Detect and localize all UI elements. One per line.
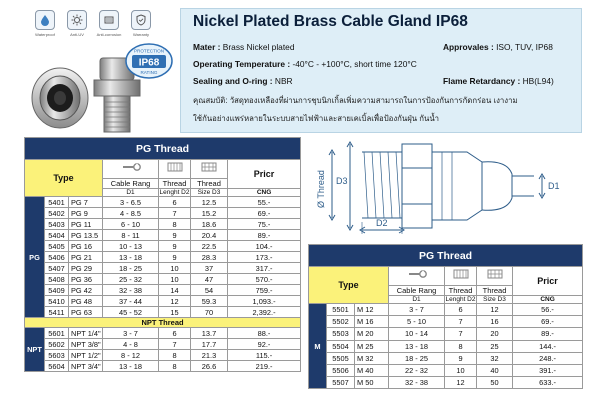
cell-price: 69.- xyxy=(513,316,583,328)
cell-cable-range: 25 - 32 xyxy=(103,274,159,285)
cell-product-code: 5501 xyxy=(327,304,355,316)
sealing-label: Sealing and O-ring : xyxy=(193,76,275,86)
cell-thread-size: PG 9 xyxy=(69,208,103,219)
cable-range-subheader: D1 xyxy=(103,189,159,197)
cell-thread-length: 12 xyxy=(159,296,191,307)
cell-cable-range: 6 - 10 xyxy=(103,219,159,230)
table-row xyxy=(25,350,301,361)
npt-subtitle: NPT Thread xyxy=(25,318,301,328)
thread-length-subheader: Lenght D2 xyxy=(445,296,476,303)
m-price-header: Pricr xyxy=(513,267,583,296)
cell-thread-diameter: 20 xyxy=(477,328,513,340)
thread-length-icon xyxy=(159,160,191,179)
thread-size-header: Thread xyxy=(191,179,228,189)
table-row xyxy=(309,352,583,364)
cell-product-code: 5403 xyxy=(45,219,69,230)
feature-label: Anti-UV xyxy=(70,32,84,37)
sealing-line xyxy=(193,76,293,86)
cell-thread-diameter: 20.4 xyxy=(191,230,228,241)
material-value: Brass Nickel plated xyxy=(222,42,295,52)
material-line xyxy=(193,42,294,52)
cell-thread-diameter: 18.6 xyxy=(191,219,228,230)
table-row xyxy=(25,285,301,296)
cell-thread-length: 8 xyxy=(159,361,191,372)
cell-product-code: 5405 xyxy=(45,241,69,252)
row-group-label: M xyxy=(309,304,327,389)
cell-product-code: 5404 xyxy=(45,230,69,241)
approvals-value: ISO, TUV, IP68 xyxy=(496,42,553,52)
cell-product-code: 5407 xyxy=(45,263,69,274)
thread-size-icon xyxy=(477,267,513,286)
cell-product-code: 5504 xyxy=(327,340,355,352)
cable-range-header: Cable Rang xyxy=(389,286,445,296)
cell-thread-length: 12 xyxy=(445,377,477,389)
cell-product-code: 5408 xyxy=(45,274,69,285)
thread-size-subheader: Size D3 xyxy=(191,189,228,197)
cell-thread-size: M 25 xyxy=(355,340,389,352)
cell-thread-length: 6 xyxy=(159,197,191,208)
cell-thread-diameter: 12.5 xyxy=(191,197,228,208)
cell-product-code: 5503 xyxy=(327,328,355,340)
cell-product-code: 5402 xyxy=(45,208,69,219)
d1-label: D1 xyxy=(548,181,560,191)
cell-cable-range: 18 - 25 xyxy=(103,263,159,274)
cell-cable-range: 32 - 38 xyxy=(389,377,445,389)
cell-cable-range: 13 - 18 xyxy=(103,252,159,263)
cell-product-code: 5409 xyxy=(45,285,69,296)
cell-thread-diameter: 47 xyxy=(191,274,228,285)
cell-thread-diameter: 17.7 xyxy=(191,339,228,350)
d2-label: D2 xyxy=(376,218,388,228)
cell-price: 89.- xyxy=(513,328,583,340)
m-price-currency: CNG xyxy=(513,296,583,304)
row-group-label: NPT xyxy=(25,328,45,372)
ip68-badge xyxy=(124,42,174,80)
cell-thread-size: PG 36 xyxy=(69,274,103,285)
m-thread-table xyxy=(308,244,583,389)
feature-anti-uv xyxy=(64,10,90,37)
pg-table-title: PG Thread xyxy=(25,138,301,160)
thread-size-subheader: Size D3 xyxy=(477,296,513,304)
table-row xyxy=(309,316,583,328)
cell-thread-diameter: 37 xyxy=(191,263,228,274)
cell-product-code: 5603 xyxy=(45,350,69,361)
cell-price: 173.- xyxy=(228,252,301,263)
table-row xyxy=(25,339,301,350)
cell-thread-length: 10 xyxy=(159,263,191,274)
cell-thread-diameter: 15.2 xyxy=(191,208,228,219)
table-row xyxy=(309,364,583,376)
feature-anti-corrosion xyxy=(96,10,122,37)
cell-price: 104.- xyxy=(228,241,301,252)
pg-price-header: Pricr xyxy=(228,160,301,189)
cell-product-code: 5410 xyxy=(45,296,69,307)
table-row xyxy=(25,296,301,307)
table-row xyxy=(25,230,301,241)
pg-price-currency: CNG xyxy=(228,189,301,197)
cell-thread-length: 7 xyxy=(445,328,477,340)
m-type-header: Type xyxy=(309,267,389,304)
flame-value: HB(L94) xyxy=(522,76,554,86)
thread-length-subheader: Lenght D2 xyxy=(159,189,190,196)
cell-thread-length: 9 xyxy=(159,230,191,241)
cell-cable-range: 4 - 8 xyxy=(103,339,159,350)
table-row xyxy=(25,361,301,372)
feature-label: Warranty xyxy=(132,32,150,37)
cell-thread-size: M 16 xyxy=(355,316,389,328)
feature-icons xyxy=(32,10,154,37)
cell-price: 317.- xyxy=(228,263,301,274)
cell-price: 115.- xyxy=(228,350,301,361)
cell-product-code: 5601 xyxy=(45,328,69,339)
table-row xyxy=(25,197,301,208)
cell-cable-range: 8 - 12 xyxy=(103,350,159,361)
cell-product-code: 5602 xyxy=(45,339,69,350)
cell-thread-size: M 50 xyxy=(355,377,389,389)
cell-price: 633.- xyxy=(513,377,583,389)
cell-thread-length: 15 xyxy=(159,307,191,318)
table-row xyxy=(25,307,301,318)
cell-thread-size: M 20 xyxy=(355,328,389,340)
temperature-label: Operating Temperature : xyxy=(193,59,293,69)
cell-price: 92.- xyxy=(228,339,301,350)
description-line-2: ใช้กันอย่างแพร่หลายในระบบสายไฟฟ้าและสายเคเบิ้ลเพื่อป้องกันฝุ่น กันน้ำ xyxy=(193,114,440,123)
cell-thread-size: PG 48 xyxy=(69,296,103,307)
cell-cable-range: 37 - 44 xyxy=(103,296,159,307)
cell-thread-size: PG 29 xyxy=(69,263,103,274)
material-label: Mater : xyxy=(193,42,223,52)
cell-price: 75.- xyxy=(228,219,301,230)
cable-range-header: Cable Rang xyxy=(103,179,159,189)
cell-cable-range: 3 - 7 xyxy=(389,304,445,316)
spec-info-panel xyxy=(180,8,582,133)
cell-thread-size: PG 11 xyxy=(69,219,103,230)
dimension-drawing xyxy=(302,138,577,238)
anti-corrosion-icon xyxy=(99,10,119,30)
cell-cable-range: 18 - 25 xyxy=(389,352,445,364)
cell-thread-diameter: 32 xyxy=(477,352,513,364)
cell-price: 55.- xyxy=(228,197,301,208)
table-row xyxy=(25,252,301,263)
cell-thread-size: M 12 xyxy=(355,304,389,316)
cell-thread-size: PG 16 xyxy=(69,241,103,252)
feature-warranty xyxy=(128,10,154,37)
cell-cable-range: 10 - 14 xyxy=(389,328,445,340)
cell-price: 2,392.- xyxy=(228,307,301,318)
d3-label: D3 xyxy=(336,176,348,186)
flame-label: Flame Retardancy : xyxy=(443,76,523,86)
cell-thread-length: 6 xyxy=(445,304,477,316)
cell-cable-range: 3 - 7 xyxy=(103,328,159,339)
cell-price: 89.- xyxy=(228,230,301,241)
table-row xyxy=(25,263,301,274)
cell-thread-size: NPT 3/8" xyxy=(69,339,103,350)
cell-thread-length: 8 xyxy=(445,340,477,352)
cell-thread-length: 8 xyxy=(159,219,191,230)
cell-thread-length: 7 xyxy=(159,339,191,350)
cell-cable-range: 8 - 11 xyxy=(103,230,159,241)
cell-product-code: 5502 xyxy=(327,316,355,328)
cell-thread-length: 7 xyxy=(445,316,477,328)
badge-bottom-text: RATING xyxy=(140,70,158,75)
cell-price: 1,093.- xyxy=(228,296,301,307)
table-row xyxy=(25,241,301,252)
cell-cable-range: 4 - 8.5 xyxy=(103,208,159,219)
cell-thread-length: 14 xyxy=(159,285,191,296)
cell-price: 759.- xyxy=(228,285,301,296)
cell-cable-range: 3 - 6.5 xyxy=(103,197,159,208)
cell-price: 56.- xyxy=(513,304,583,316)
cell-thread-size: NPT 1/4" xyxy=(69,328,103,339)
cell-cable-range: 10 - 13 xyxy=(103,241,159,252)
cell-thread-length: 7 xyxy=(159,208,191,219)
cell-thread-size: M 40 xyxy=(355,364,389,376)
table-row xyxy=(309,304,583,316)
table-row xyxy=(309,377,583,389)
temperature-value: -40°C - +100°C, short time 120°C xyxy=(292,59,417,69)
cell-product-code: 5411 xyxy=(45,307,69,318)
wrench-icon xyxy=(103,160,159,179)
cell-thread-length: 10 xyxy=(159,274,191,285)
cell-price: 570.- xyxy=(228,274,301,285)
cell-thread-diameter: 22.5 xyxy=(191,241,228,252)
cell-thread-size: PG 7 xyxy=(69,197,103,208)
cell-cable-range: 45 - 52 xyxy=(103,307,159,318)
flame-line xyxy=(443,76,554,86)
cell-thread-diameter: 12 xyxy=(477,304,513,316)
table-row xyxy=(25,274,301,285)
cell-cable-range: 22 - 32 xyxy=(389,364,445,376)
temperature-line xyxy=(193,59,417,69)
cell-price: 88.- xyxy=(228,328,301,339)
cable-range-subheader: D1 xyxy=(389,296,445,304)
cell-product-code: 5604 xyxy=(45,361,69,372)
feature-waterproof xyxy=(32,10,58,37)
wrench-icon xyxy=(389,267,445,286)
cell-thread-size: PG 21 xyxy=(69,252,103,263)
cell-thread-diameter: 50 xyxy=(477,377,513,389)
cell-cable-range: 32 - 38 xyxy=(103,285,159,296)
uv-icon xyxy=(67,10,87,30)
cell-thread-size: PG 63 xyxy=(69,307,103,318)
cell-product-code: 5401 xyxy=(45,197,69,208)
description-line-1: คุณสมบัติ: วัสดุทองเหลืองที่ผ่านการชุบนิกเกิ้ลเพิ่มความสามารถในการป้องกันการกัดกร่อน เงางาม xyxy=(193,96,518,105)
m-table-title: PG Thread xyxy=(309,245,583,267)
cell-price: 69.- xyxy=(228,208,301,219)
cell-product-code: 5507 xyxy=(327,377,355,389)
table-row xyxy=(25,219,301,230)
cell-thread-size: NPT 3/4" xyxy=(69,361,103,372)
pg-thread-table xyxy=(24,137,301,372)
cell-price: 144.- xyxy=(513,340,583,352)
cell-price: 248.- xyxy=(513,352,583,364)
cell-cable-range: 13 - 18 xyxy=(389,340,445,352)
cell-thread-size: PG 13.5 xyxy=(69,230,103,241)
badge-main-text: IP68 xyxy=(138,57,160,69)
thread-length-header: Thread xyxy=(159,179,191,189)
cell-thread-diameter: 26.6 xyxy=(191,361,228,372)
cell-thread-length: 9 xyxy=(159,252,191,263)
shield-icon xyxy=(131,10,151,30)
approvals-line xyxy=(443,42,553,52)
cell-cable-range: 13 - 18 xyxy=(103,361,159,372)
cell-thread-diameter: 54 xyxy=(191,285,228,296)
thread-diameter-label: Ø Thread xyxy=(316,170,326,208)
cell-thread-size: M 32 xyxy=(355,352,389,364)
cell-thread-diameter: 16 xyxy=(477,316,513,328)
thread-length-header: Thread xyxy=(445,286,477,296)
pg-type-header: Type xyxy=(25,160,103,197)
table-row xyxy=(25,208,301,219)
cell-thread-length: 6 xyxy=(159,328,191,339)
sealing-value: NBR xyxy=(274,76,293,86)
cell-thread-size: NPT 1/2" xyxy=(69,350,103,361)
cell-thread-length: 8 xyxy=(159,350,191,361)
cell-thread-diameter: 21.3 xyxy=(191,350,228,361)
cell-cable-range: 5 - 10 xyxy=(389,316,445,328)
cell-product-code: 5506 xyxy=(327,364,355,376)
cell-thread-size: PG 42 xyxy=(69,285,103,296)
cell-thread-diameter: 28.3 xyxy=(191,252,228,263)
table-row xyxy=(309,328,583,340)
cell-thread-diameter: 59.3 xyxy=(191,296,228,307)
cell-price: 219.- xyxy=(228,361,301,372)
cell-thread-diameter: 25 xyxy=(477,340,513,352)
thread-size-header: Thread xyxy=(477,286,513,296)
thread-length-icon xyxy=(445,267,477,286)
feature-label: Waterproof xyxy=(35,32,55,37)
table-row xyxy=(25,328,301,339)
cell-thread-length: 10 xyxy=(445,364,477,376)
water-drop-icon xyxy=(35,10,55,30)
table-row xyxy=(309,340,583,352)
badge-top-text: PROTECTION xyxy=(133,48,165,54)
approvals-label: Approvales : xyxy=(443,42,497,52)
row-group-label: PG xyxy=(25,197,45,318)
feature-label: Anti-corrosion xyxy=(96,32,122,37)
cell-product-code: 5505 xyxy=(327,352,355,364)
cell-thread-length: 9 xyxy=(159,241,191,252)
product-title: Nickel Plated Brass Cable Gland IP68 xyxy=(193,13,468,30)
cell-thread-length: 9 xyxy=(445,352,477,364)
thread-size-icon xyxy=(191,160,228,179)
cell-price: 391.- xyxy=(513,364,583,376)
cell-thread-diameter: 40 xyxy=(477,364,513,376)
cell-thread-diameter: 70 xyxy=(191,307,228,318)
cell-thread-diameter: 13.7 xyxy=(191,328,228,339)
cell-product-code: 5406 xyxy=(45,252,69,263)
